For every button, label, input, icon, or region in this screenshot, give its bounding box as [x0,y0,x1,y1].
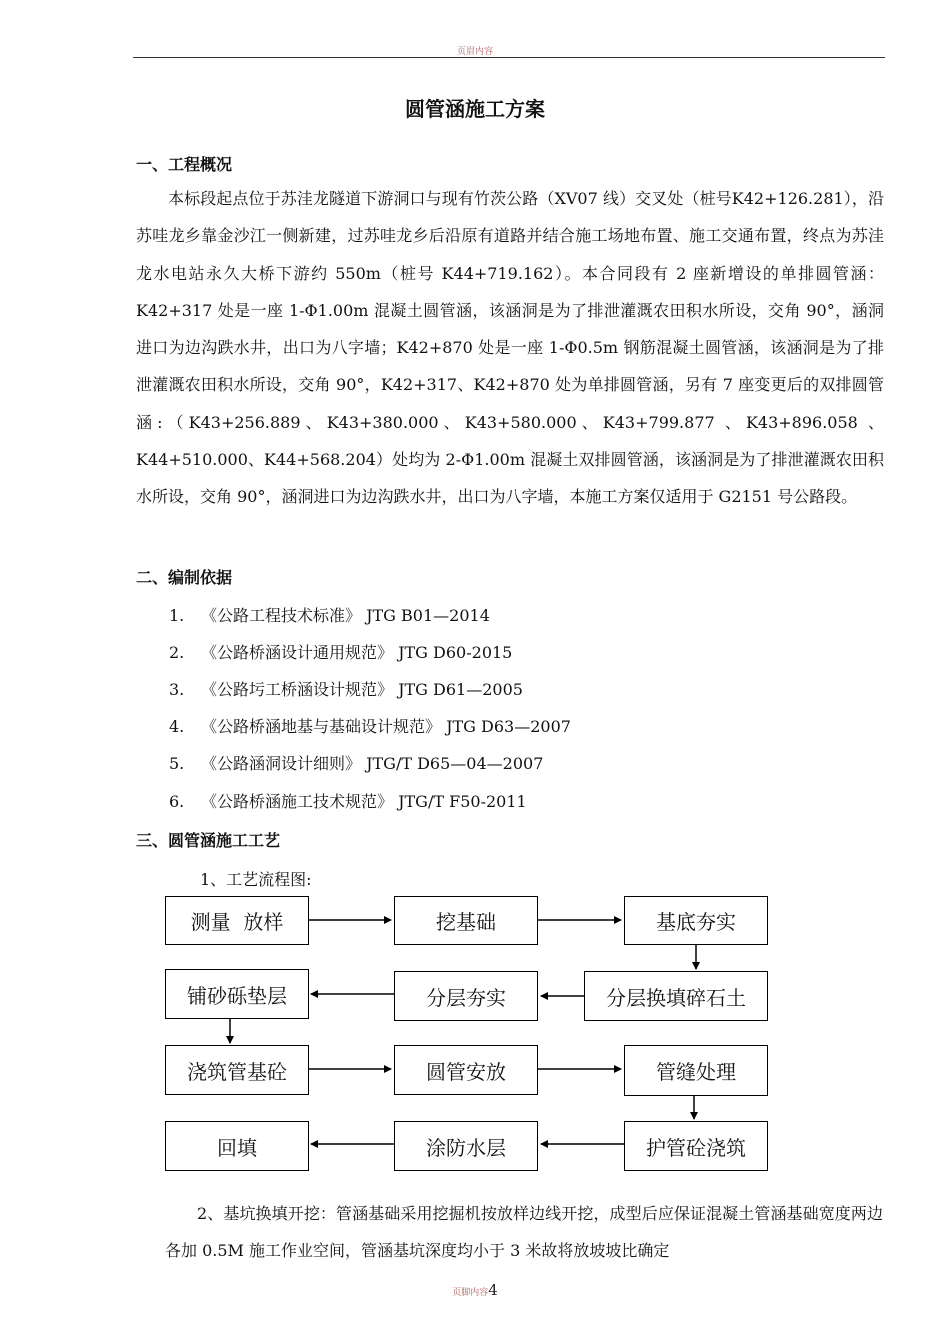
document-title: 圆管涵施工方案 [405,97,545,121]
flow-step-survey-layout: 测量 放样 [165,896,309,945]
step-2-paragraph: 2、基坑换填开挖：管涵基础采用挖掘机按放样边线开挖，成型后应保证混凝土管涵基础宽度两边各加 0.5M 施工作业空间，管涵基坑深度均小于 3 米故将放坡坡比确定 [165,1204,883,1260]
reference-text: 《公路桥涵地基与基础设计规范》 JTG D63—2007 [201,717,571,736]
flow-step-install-pipe: 圆管安放 [394,1045,538,1095]
reference-text: 《公路桥涵施工技术规范》 JTG/T F50-2011 [201,792,527,811]
reference-number: 3. [169,680,185,699]
reference-text: 《公路工程技术标准》 JTG B01—2014 [201,606,490,625]
section-2-heading: 二、编制依据 [136,568,233,587]
reference-text: 《公路桥涵设计通用规范》 JTG D60-2015 [201,643,513,662]
reference-number: 5. [169,754,185,773]
page-footer [0,1281,950,1299]
section-1-paragraph: 本标段起点位于苏洼龙隧道下游洞口与现有竹茨公路（XV07 线）交叉处（桩号K42+126.281），沿苏哇龙乡靠金沙江一侧新建，过苏哇龙乡后沿原有道路并结合施工场地布置、施工交通布置，终点为苏洼龙水电站永久大桥下游约 550m（桩号 K44+719.162）。本合同段有 2 座新增设的单排圆管涵：K42+317 处是一座 1-Φ1.00m 混凝土圆管涵，该涵洞是为了排泄灌溉农田积水所设，交角 90°，涵洞进口为边沟跌水井，出口为八字墙；K42+870 处是一座 1-Φ0.5m 钢筋混凝土圆管涵，该涵洞是为了排泄灌溉农田积水所设，交角 90°，K42+317、K42+870 处为单排圆管涵，另有 7 座变更后的双排圆管涵:（K43+256.889、K43+380.000、K43+580.000、K43+799.877 、K43+896.058 、K44+510.000、K44+568.204）处均为 2-Φ1.00m 混凝土双排圆管涵，该涵洞是为了排泄灌溉农田积水所设，交角 90°，涵洞进口为边沟跌水井，出口为八字墙，本施工方案仅适用于 G2151 号公路段。 [136,189,884,507]
reference-number: 1. [169,606,185,625]
flow-step-gravel-cushion: 铺砂砾垫层 [165,969,309,1019]
flow-step-pour-pipe-base: 浇筑管基砼 [165,1045,309,1095]
flow-step-excavate-foundation: 挖基础 [394,896,538,945]
reference-number: 6. [169,792,185,811]
page-number: 4 [488,1281,498,1299]
flow-step-layered-compaction: 分层夯实 [394,971,538,1021]
reference-text: 《公路涵洞设计细则》 JTG/T D65—04—2007 [201,754,544,773]
flow-chart-title: 1、工艺流程图: [200,870,312,889]
flow-step-pour-protection-concrete: 护管砼浇筑 [624,1121,768,1171]
page-header-text: 页眉内容 [456,47,493,57]
flow-step-layered-backfill: 分层换填碎石土 [584,971,768,1021]
section-3-heading: 三、圆管涵施工工艺 [136,831,281,850]
flow-step-waterproof-coating: 涂防水层 [394,1121,538,1171]
footer-text: 页脚内容 [452,1288,489,1298]
reference-number: 2. [169,643,185,662]
flow-step-backfill: 回填 [165,1121,309,1171]
reference-text: 《公路圬工桥涵设计规范》 JTG D61—2005 [201,680,523,699]
flow-step-joint-treatment: 管缝处理 [624,1045,768,1096]
flow-step-compact-base: 基底夯实 [624,896,768,945]
reference-number: 4. [169,717,185,736]
section-1-heading: 一、工程概况 [136,155,233,174]
